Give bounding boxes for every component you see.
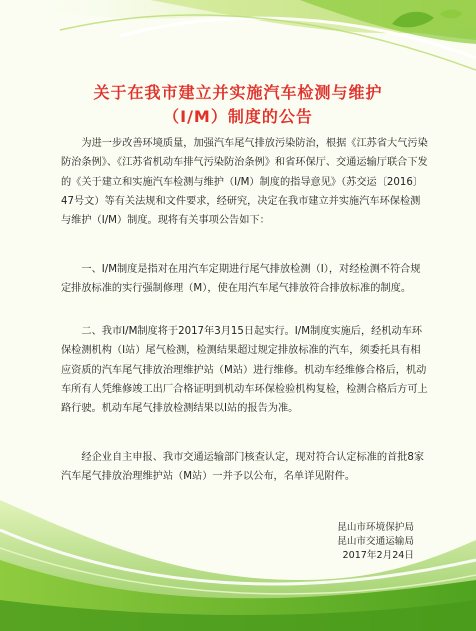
paragraph-closing <box>61 448 429 487</box>
paragraph-item-2 <box>61 322 429 418</box>
paragraph-intro <box>61 134 429 230</box>
signature-org-environment: 昆山市环境保护局 <box>337 522 414 533</box>
paragraph-text: 经企业自主申报、我市交通运输部门核查认定，现对符合认定标准的首批8家汽车尾气排放治理维护站（M站）一并予以公布，名单详见附件。 <box>61 452 425 483</box>
paragraph-text: 二、我市I/M制度将于2017年3月15日起实行。I/M制度实施后，经机动车环保检测机构（I站）尾气检测，检测结果超过规定排放标准的汽车，须委托具有相应资质的汽车尾气排放治理维护站（M站）进行维修。机动车经维修合格后，机动车所有人凭维修竣工出厂合格证明到机动车环保检验机构复检，检测合格后方可上路行驶。机动车尾气排放检测结果以I站的报告为准。 <box>61 326 428 415</box>
signature-block <box>337 521 414 563</box>
announcement-title-line2: （I/M）制度的公告 <box>163 107 313 126</box>
paragraph-item-1 <box>61 260 429 299</box>
signature-org-transport: 昆山市交通运输局 <box>337 536 414 547</box>
paragraph-text: 为进一步改善环境质量，加强汽车尾气排放污染防治，根据《江苏省大气污染防治条例》、《江苏省机动车排气污染防治条例》和省环保厅、交通运输厅联合下发的《关于建立和实施汽车检测与维护（I/M）制度的指导意见》（苏交运〔2016〕47号文）等有关法规和文件要求，经研究，决定在我市建立并实施汽车环保检测与维护（I/M）制度。现将有关事项公告如下： <box>61 138 428 227</box>
signature-date: 2017年2月24日 <box>342 550 414 561</box>
announcement-title-line1: 关于在我市建立并实施汽车检测与维护 <box>93 83 383 102</box>
paragraph-text: 一、I/M制度是指对在用汽车定期进行尾气排放检测（I），对经检测不符合规定排放标准的实行强制修理（M），使在用汽车尾气排放符合排放标准的制度。 <box>61 264 421 295</box>
